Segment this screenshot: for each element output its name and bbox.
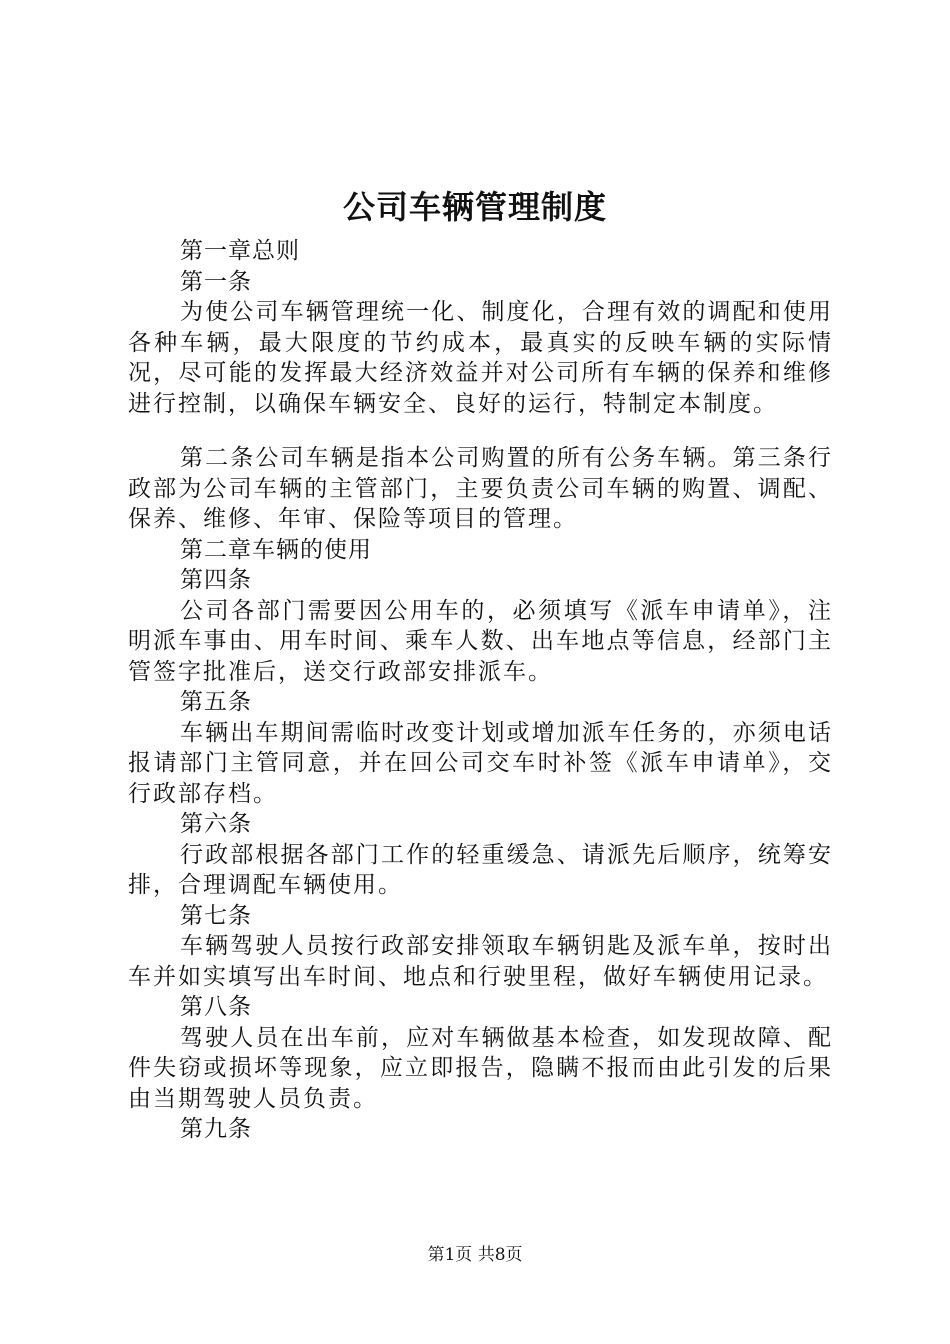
article-heading: 第一条 [180,268,252,295]
article-heading: 第四条 [180,567,252,593]
chapter-heading: 第二章车辆的使用 [180,536,372,563]
document-title: 公司车辆管理制度 [342,188,607,226]
article-heading: 第八条 [180,994,252,1020]
article-heading: 第五条 [180,689,252,715]
page-footer: 第1页 共8页 [427,1245,523,1265]
document-body [128,236,833,1145]
chapter-heading: 第一章总则 [180,238,300,264]
paragraph: 为使公司车辆管理统一化、制度化，合理有效的调配和使用各种车辆，最大限度的节约成本，最真实的反映车辆的实际情况，尽可能的发挥最大经济效益并对公司所有车辆的保养和维修进行控制，以确保车辆安全、良好的运行，特制定本制度。 [128,299,833,417]
paragraph: 公司各部门需要因公用车的，必须填写《派车申请单》，注明派车事由、用车时间、乘车人数、出车地点等信息，经部门主管签字批准后，送交行政部安排派车。 [128,597,833,685]
paragraph: 车辆出车期间需临时改变计划或增加派车任务的，亦须电话报请部门主管同意，并在回公司交车时补签《派车申请单》，交行政部存档。 [128,719,833,807]
article-heading: 第六条 [180,811,252,837]
paragraph: 车辆驾驶人员按行政部安排领取车辆钥匙及派车单，按时出车并如实填写出车时间、地点和行驶里程，做好车辆使用记录。 [128,933,833,990]
paragraph: 驾驶人员在出车前，应对车辆做基本检查，如发现故障、配件失窃或损坏等现象，应立即报告，隐瞒不报而由此引发的后果由当期驾驶人员负责。 [128,1024,833,1112]
paragraph: 第二条公司车辆是指本公司购置的所有公务车辆。第三条行政部为公司车辆的主管部门，主要负责公司车辆的购置、调配、保养、维修、年审、保险等项目的管理。 [128,445,833,532]
article-heading: 第九条 [180,1116,252,1142]
article-heading: 第七条 [180,902,252,929]
paragraph: 行政部根据各部门工作的轻重缓急、请派先后顺序，统筹安排，合理调配车辆使用。 [128,841,833,898]
